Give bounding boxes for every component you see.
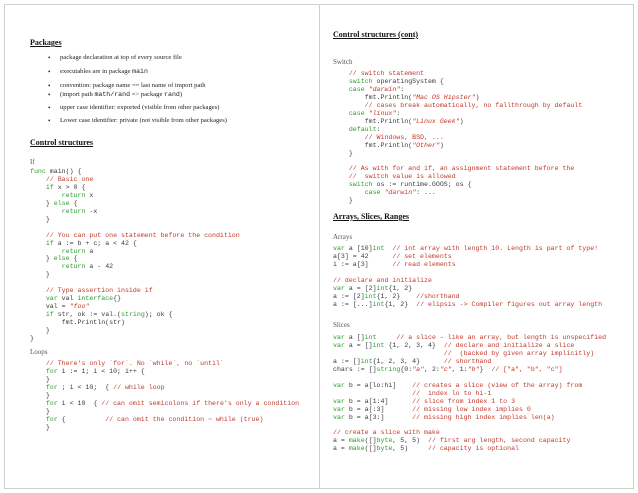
packages-heading: Packages [30,38,62,47]
loops-code-block: // There's only `for`. No `while`, no `until` for i := 1; i < 10; i++ { } for ; i < 10; { // while loop } for i < 10 { // can omit semicolons if there's only a condition } for { // can omit the condition ~ while (true) } [45,360,300,431]
switch-code-block: // switch statement switch operatingSystem { case "darwin": fmt.Println("Mac OS Hipster") // cases break automatically, no fallthrough by default case "linux": fmt.Println("Linux Geek") default: // Windows, BSD, ... fmt.Println("Other") } // As with for and if, an assignment statement before the // switch value is allowed switch os := runtime.GOOS; os { case "darwin": ... } [348,70,583,205]
slices-code-block: var a []int // a slice – like an array, but length is unspecified var a = []int {1, 2, 3, 4} // declare and initialize a slice // (backed by given array implicitly) a := []int{1, 2, 3, 4} // shorthand chars := []string{0:"a", 2:"c", 1:"b"} // ["a", "b", "c"] var b = a[lo:hi] // creates a slice (view of the array) from // index lo to hi-1 var b = a[1:4] // slice from index 1 to 3 var b = a[:3] // missing low index implies 0 var b = a[3:] // missing high index implies len(a) // create a slice with make a = make([]byte, 5, 5) // first arg length, second capacity a = make([]byte, 5) // capacity is optional [333,334,607,453]
control-structures-cont-heading: Control structures (cont) [333,30,419,39]
control-structures-heading: Control structures [30,138,94,147]
bullet-convention: • convention: package name == last name of import path [60,82,206,89]
slices-label: Slices [333,321,350,329]
loops-label: Loops [30,348,48,356]
bullet-executables [60,68,148,75]
column-divider [319,4,320,489]
bullet-executables-text: executables are in package main [60,68,148,75]
if-code-block: func main() { // Basic one if x > 0 { return x } else { return -x } // You can put one statement before the condition if a := b + c; a < 42 { return a } else { return a - 42 } // Type assertion inside if var val interface{} val = "foo" if str, ok := val.(string); ok { fmt.Println(str) } } [30,168,240,343]
switch-label: Switch [333,58,353,66]
arrays-label: Arrays [333,233,353,241]
import-path-note-text: (import path math/rand => package rand) [60,91,183,98]
arrays-slices-ranges-heading: Arrays, Slices, Ranges [333,212,409,221]
arrays-code-block: var a [10]int // int array with length 10. Length is part of type! a[3] = 42 // set elements i := a[3] // read elements // declare and initialize var a = [2]int{1, 2} a := [2]int{1, 2} //shorthand a := [...]int{1, 2} // elipsis -> Compiler figures out array length [333,245,603,308]
bullet-package-declaration: • package declaration at top of every source file [60,54,182,61]
bullet-upper-case: • upper case identifier: exported (visible from other packages) [60,104,219,111]
bullet-lower-case: • Lower case identifier: private (not visible from other packages) [60,117,227,124]
if-label: If [30,158,35,166]
bullet-import-path-note [60,91,182,98]
